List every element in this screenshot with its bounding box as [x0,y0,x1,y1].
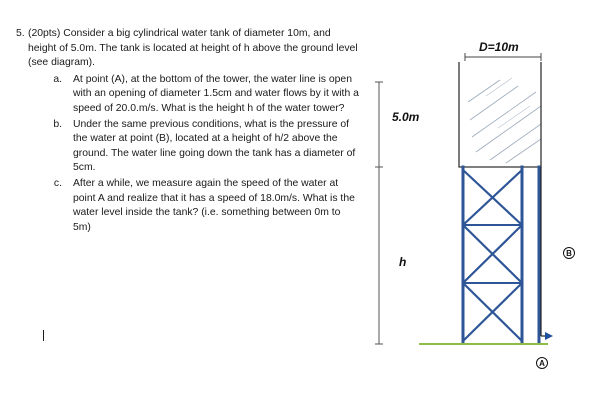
point-b-label: B [566,249,572,258]
part-b-letter: b. [53,118,62,130]
water-tank [459,62,541,167]
part-b-text: Under the same previous conditions, what is the pressure of the water at point (B), located at a height of h/2 above the ground. The water line going down the tank has a diameter of 5cm. [73,118,356,174]
point-a-marker [537,358,548,369]
tank-water-hatch [468,78,541,163]
problem-number: 5. [16,28,25,39]
part-c-text: After a while, we measure again the speed of the water at point A and realize that it has a speed of 18.0m/s. What is the water level inside the tank? (i.e. something between 0m to 5m) [73,177,355,233]
problem-intro-text: (20pts) Consider a big cylindrical water tank of diameter 10m, and height of 5.0m. The tank is located at height of h above the ground level (see diagram). [28,28,358,69]
point-b-marker [564,248,575,259]
part-a-letter: a. [53,73,62,85]
tower-height-label: h [399,255,407,269]
part-c-letter: c. [53,177,62,189]
diameter-label: D=10m [479,40,519,54]
height-dimension [375,82,420,344]
point-a-label: A [539,359,545,368]
part-a-text: At point (A), at the bottom of the tower, the water line is open with an opening of diameter 1.5cm and water flows by it with a speed of 20.0.m/s. What is the height h of the water tower? [73,73,359,114]
tank-height-label: 5.0m [392,110,420,124]
water-line-pipe [541,167,553,340]
tower-frame [463,167,539,343]
diameter-dimension [465,40,541,61]
